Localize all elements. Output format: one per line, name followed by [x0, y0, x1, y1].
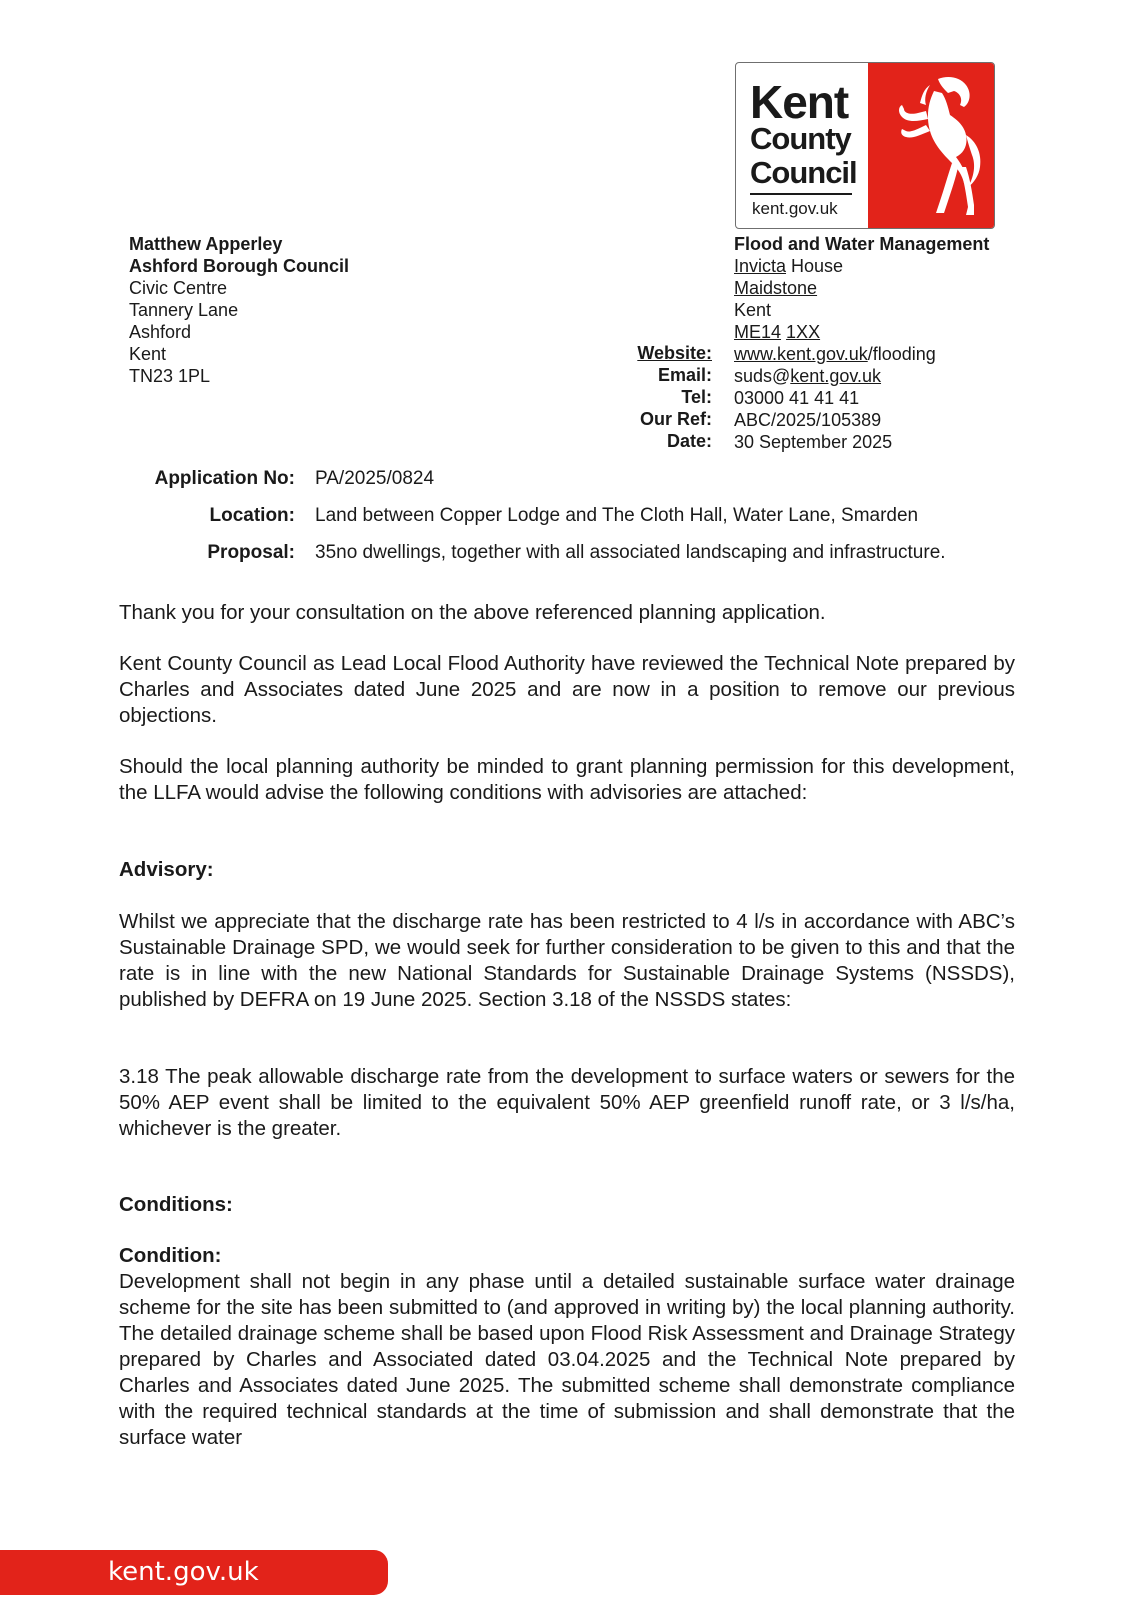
date-label: Date: — [666, 431, 712, 451]
rearing-horse-icon — [868, 63, 994, 228]
proposal-label: Proposal: — [207, 542, 295, 563]
sender-building-suffix: House — [786, 256, 844, 276]
recipient-address — [129, 233, 349, 387]
condition-heading: Condition: — [119, 1244, 222, 1267]
logo-divider — [750, 193, 852, 195]
ref-value: ABC/2025/105389 — [734, 410, 882, 430]
horse-emblem-panel — [868, 63, 994, 228]
application-no-value: PA/2025/0824 — [315, 468, 435, 489]
quote-paragraph — [119, 1064, 1015, 1142]
tel-label: Tel: — [681, 387, 712, 407]
footer-url[interactable]: kent.gov.uk — [108, 1557, 259, 1587]
review-text: Kent County Council as Lead Local Flood Authority have reviewed the Technical Note prepared by Charles and Associates dated June 2025 and are now in a position to remove our previous objections. — [119, 652, 1015, 727]
logo-word-kent: Kent — [750, 76, 849, 128]
sender-county: Kent — [734, 300, 772, 320]
sender-building-name: Invicta — [734, 256, 787, 276]
thanks-paragraph — [119, 600, 1015, 626]
ref-label: Our Ref: — [640, 409, 712, 429]
condition-text: Development shall not begin in any phase until a detailed sustainable surface water drainage scheme for the site has been submitted to (and approved in writing by) the local planning authority. The detailed drainage scheme shall be based upon Flood Risk Assessment and Drainage Strategy prepared by Charles and Associated dated 03.04.2025 and the Technical Note prepared by Charles and Associates dated June 2025. The submitted scheme shall demonstrate compliance with the required technical standards at the time of submission and shall demonstrate that the surface water — [119, 1270, 1015, 1449]
tel-value: 03000 41 41 41 — [734, 388, 860, 408]
sender-postcode — [734, 321, 989, 343]
recipient-org: Ashford Borough Council — [129, 256, 349, 276]
email-user[interactable]: suds@ — [734, 366, 791, 386]
email-label: Email: — [657, 365, 712, 385]
recipient-name: Matthew Apperley — [129, 234, 283, 254]
advisory-paragraph — [119, 909, 1015, 1013]
location-value: Land between Copper Lodge and The Cloth Hall, Water Lane, Smarden — [315, 505, 919, 526]
quote-text: 3.18 The peak allowable discharge rate from the development to surface waters or sewers for the 50% AEP event shall be limited to the equivalent 50% AEP greenfield runoff rate, or 3 l/s/ha, whichever is the greater. — [119, 1065, 1015, 1140]
advisory-heading: Advisory: — [119, 858, 214, 881]
thanks-text: Thank you for your consultation on the above referenced planning application. — [119, 601, 826, 624]
recipient-line1: Civic Centre — [129, 278, 228, 298]
website-label: Website: — [637, 343, 712, 363]
conditions-intro-paragraph — [119, 754, 1015, 806]
location-label: Location: — [209, 505, 295, 526]
review-paragraph — [119, 651, 1015, 729]
sender-department: Flood and Water Management — [734, 234, 990, 254]
condition-paragraph — [119, 1269, 1015, 1451]
website-link[interactable] — [734, 343, 989, 365]
email-link[interactable] — [734, 365, 989, 387]
sender-postcode-a: ME14 — [734, 322, 782, 342]
email-domain[interactable]: kent.gov.uk — [790, 366, 882, 386]
recipient-line4: Kent — [129, 344, 167, 364]
sender-building — [734, 255, 989, 277]
recipient-line3: Ashford — [129, 322, 192, 342]
logo-url: kent.gov.uk — [752, 199, 838, 218]
sender-address — [734, 233, 989, 453]
logo-word-county: County — [750, 121, 851, 156]
footer-banner — [0, 1550, 388, 1595]
logo-text-panel — [736, 63, 868, 228]
logo-word-council: Council — [750, 155, 857, 190]
advisory-text: Whilst we appreciate that the discharge rate has been restricted to 4 l/s in accordance with ABC’s Sustainable Drainage SPD, we would seek for further consideration to be given to this and that the rate is in line with the new National Standards for Sustainable Drainage Systems (NSSDS), published by DEFRA on 19 June 2025. Section 3.18 of the NSSDS states: — [119, 910, 1015, 1011]
website-path[interactable]: /flooding — [867, 344, 936, 364]
proposal-value: 35no dwellings, together with all associated landscaping and infrastructure. — [315, 542, 946, 563]
conditions-intro-text: Should the local planning authority be minded to grant planning permission for this development, the LLFA would advise the following conditions with advisories are attached: — [119, 755, 1015, 804]
sender-postcode-b: 1XX — [786, 322, 821, 342]
contact-labels — [590, 342, 712, 452]
kcc-logo — [735, 62, 995, 229]
conditions-heading: Conditions: — [119, 1193, 233, 1216]
recipient-postcode: TN23 1PL — [129, 366, 211, 386]
application-no-label: Application No: — [154, 468, 295, 489]
date-value: 30 September 2025 — [734, 432, 893, 452]
recipient-line2: Tannery Lane — [129, 300, 239, 320]
website-domain[interactable]: www.kent.gov.uk — [734, 344, 868, 364]
sender-town: Maidstone — [734, 278, 818, 298]
